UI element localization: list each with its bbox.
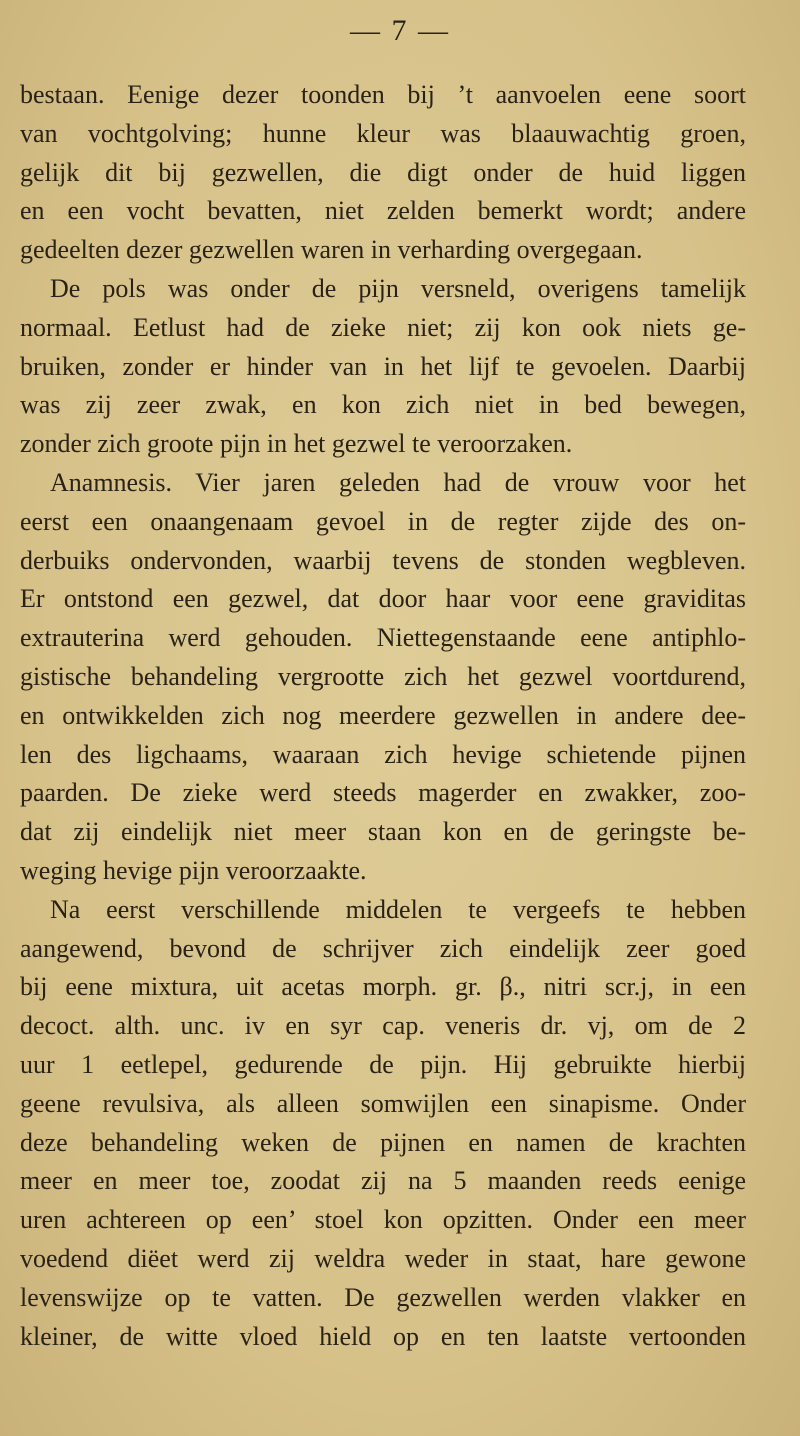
text-line: normaal. Eetlust had de zieke niet; zij kon ook niets ge- (20, 312, 746, 342)
text-line: decoct. alth. unc. iv en syr cap. veneris dr. vj, om de 2 (20, 1011, 746, 1041)
text-line: deze behandeling weken de pijnen en namen de krachten (20, 1127, 746, 1157)
text-line: uur 1 eetlepel, gedurende de pijn. Hij gebruikte hierbij (20, 1049, 746, 1079)
text-line: meer en meer toe, zoodat zij na 5 maanden reeds eenige (20, 1166, 746, 1196)
text-line: De pols was onder de pijn versneld, overigens tamelijk (50, 273, 746, 303)
text-line: bruiken, zonder er hinder van in het lijf te gevoelen. Daarbij (20, 351, 746, 381)
text-line: extrauterina werd gehouden. Niettegenstaande eene antiphlo- (20, 623, 746, 653)
text-line: dat zij eindelijk niet meer staan kon en de geringste be- (20, 817, 746, 847)
text-line: voedend diëet werd zij weldra weder in staat, hare gewone (20, 1243, 746, 1273)
text-line: weging hevige pijn veroorzaakte. (20, 855, 367, 885)
text-line: bestaan. Eenige dezer toonden bij ’t aanvoelen eene soort (20, 80, 746, 109)
text-line: paarden. De zieke werd steeds magerder en zwakker, zoo- (20, 778, 746, 808)
text-line: geene revulsiva, als alleen somwijlen een sinapisme. Onder (20, 1088, 746, 1118)
body-text (20, 76, 746, 1356)
text-line: len des ligchaams, waaraan zich hevige schietende pijnen (20, 739, 746, 769)
text-line: uren achtereen op een’ stoel kon opzitten. Onder een meer (20, 1205, 746, 1235)
text-line: gedeelten dezer gezwellen waren in verharding overgegaan. (20, 235, 643, 265)
text-line: kleiner, de witte vloed hield op en ten laatste vertoonden (20, 1321, 746, 1351)
text-line: van vochtgolving; hunne kleur was blaauwachtig groen, (20, 118, 746, 148)
text-line: Na eerst verschillende middelen te vergeefs te hebben (50, 894, 746, 924)
text-line: derbuiks ondervonden, waarbij tevens de stonden wegbleven. (20, 545, 746, 575)
text-line: gistische behandeling vergrootte zich het gezwel voortdurend, (20, 661, 746, 691)
text-line: gelijk dit bij gezwellen, die digt onder de huid liggen (20, 157, 746, 187)
text-line: en een vocht bevatten, niet zelden bemerkt wordt; andere (20, 196, 746, 226)
text-line: Anamnesis. Vier jaren geleden had de vrouw voor het (50, 467, 746, 497)
text-line: bij eene mixtura, uit acetas morph. gr. β., nitri scr.j, in een (20, 972, 746, 1002)
text-line: was zij zeer zwak, en kon zich niet in bed bewegen, (20, 390, 746, 420)
page-number: — 7 — (350, 14, 450, 47)
text-line: eerst een onaangenaam gevoel in de regter zijde des on- (20, 506, 746, 536)
text-line: zonder zich groote pijn in het gezwel te veroorzaken. (20, 429, 573, 459)
text-line: en ontwikkelden zich nog meerdere gezwellen in andere dee- (20, 700, 746, 730)
text-line: levenswijze op te vatten. De gezwellen werden vlakker en (20, 1282, 746, 1312)
text-line: Er ontstond een gezwel, dat door haar voor eene graviditas (20, 584, 746, 614)
text-line: aangewend, bevond de schrijver zich eindelijk zeer goed (20, 933, 746, 963)
